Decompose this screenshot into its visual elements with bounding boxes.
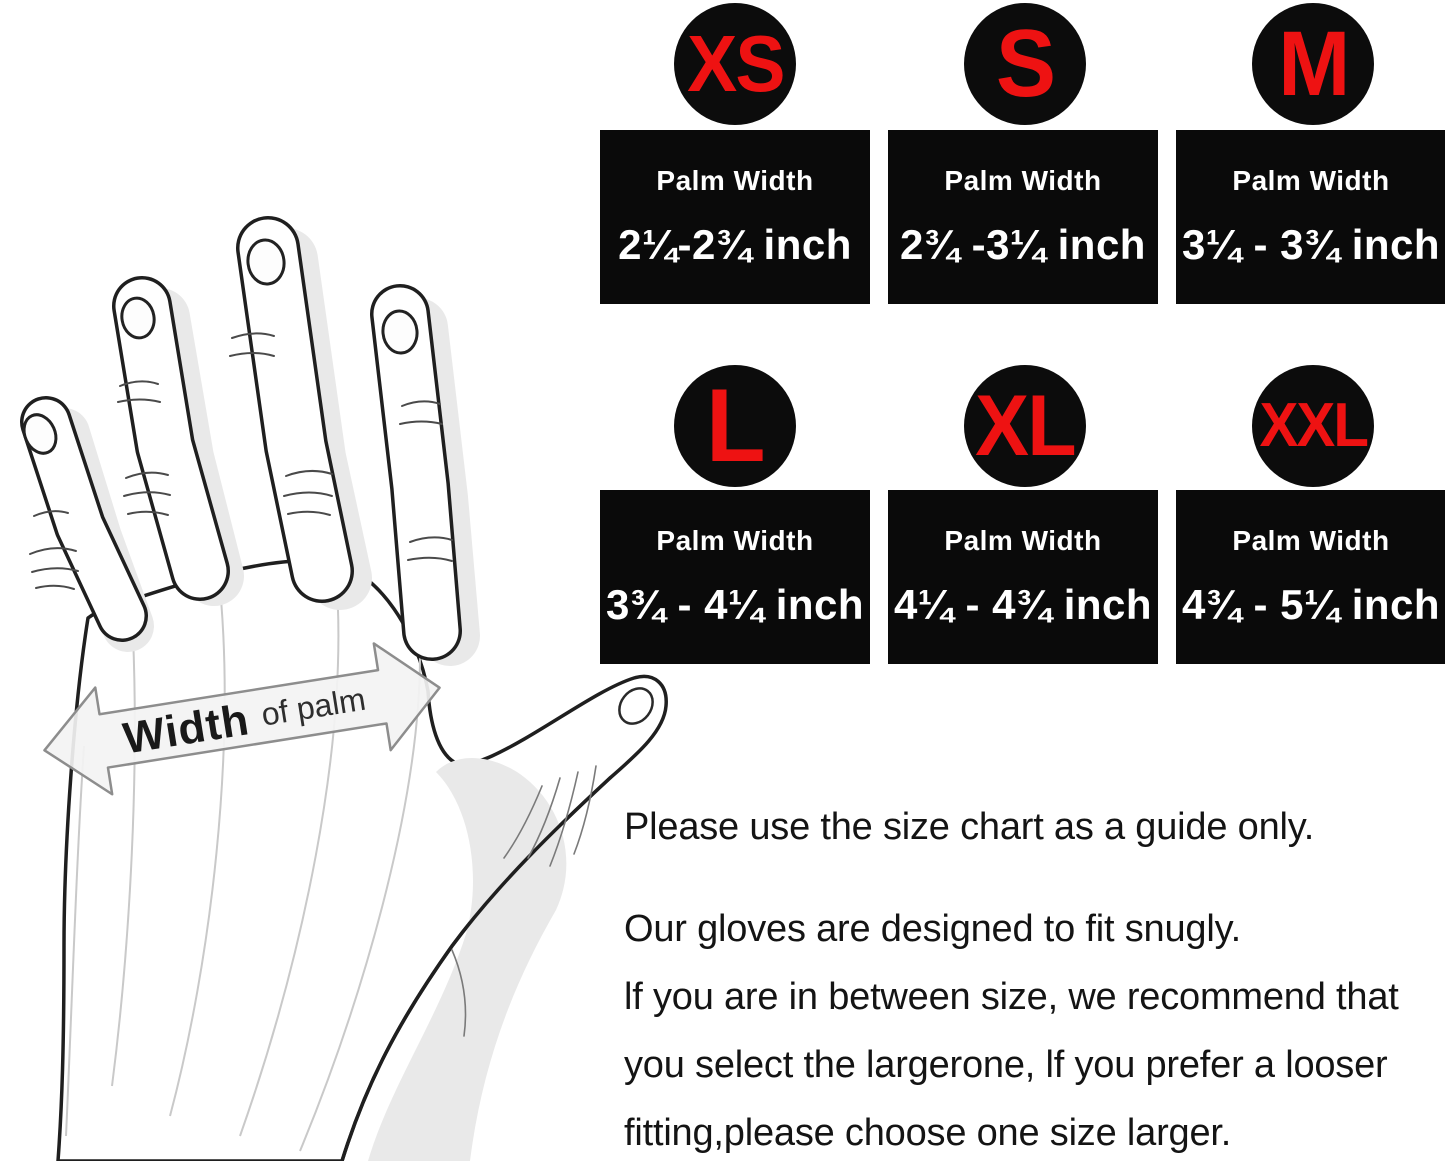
size-box-m: [1176, 130, 1445, 304]
size-box-xl: [888, 490, 1158, 664]
hand-illustration: [0, 186, 680, 1161]
palm-width-range-m: 3¼ - 3¾ inch: [1181, 221, 1441, 268]
palm-width-label: Palm Width: [944, 165, 1102, 196]
note-fit-line-4: fitting,please choose one size larger.: [624, 1112, 1232, 1154]
palm-width-label: Palm Width: [1232, 165, 1390, 196]
size-box-l: [600, 490, 870, 664]
size-box-s: [888, 130, 1158, 304]
size-code-xl: XL: [975, 378, 1075, 474]
palm-width-label: Palm Width: [656, 525, 814, 556]
palm-width-range-s: 2¾ -3¼ inch: [900, 221, 1146, 268]
size-code-xs: XS: [686, 19, 784, 108]
palm-width-label: Palm Width: [944, 525, 1102, 556]
palm-width-label: Palm Width: [1232, 525, 1390, 556]
hand-body: [58, 561, 666, 1161]
note-fit-line-3: you select the largerone, lf you prefer a looser: [624, 1044, 1388, 1086]
banner-word-of-palm: of palm: [258, 680, 369, 733]
note-fit-line-1: Our gloves are designed to fit snugly.: [624, 908, 1241, 950]
size-circle-s: [964, 3, 1086, 125]
palm-width-range-xxl: 4¾ - 5¼ inch: [1181, 581, 1441, 628]
size-code-s: S: [995, 10, 1055, 117]
size-circle-l: [674, 365, 796, 487]
size-circle-m: [1252, 3, 1374, 125]
size-circle-xxl: [1252, 365, 1374, 487]
palm-width-label: Palm Width: [656, 165, 814, 196]
banner-word-width: Width: [119, 695, 253, 764]
palm-width-range-xs: 2¼-2¾ inch: [618, 221, 852, 268]
size-code-l: L: [706, 368, 764, 484]
palm-width-range-xl: 4¼ - 4¾ inch: [893, 581, 1153, 628]
size-code-m: M: [1277, 13, 1349, 115]
size-circle-xl: [964, 365, 1086, 487]
size-box-xs: [600, 130, 870, 304]
size-code-xxl: XXL: [1259, 391, 1367, 460]
note-fit-line-2: lf you are in between size, we recommend that: [624, 976, 1399, 1018]
size-circle-xs: [674, 3, 796, 125]
palm-width-range-l: 3¾ - 4¼ inch: [605, 581, 865, 628]
note-guide-line: Please use the size chart as a guide only.: [624, 806, 1315, 848]
size-box-xxl: [1176, 490, 1445, 664]
